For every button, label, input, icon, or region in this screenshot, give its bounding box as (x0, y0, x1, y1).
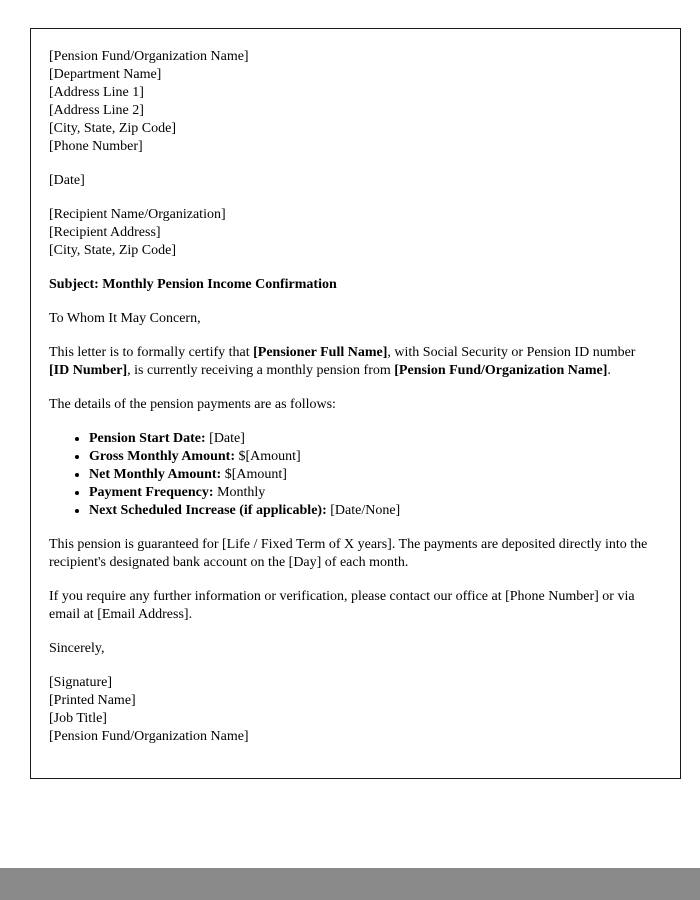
certification-text: This letter is to formally certify that (49, 345, 254, 360)
subject-line: Subject: Monthly Pension Income Confirmation (49, 277, 337, 292)
detail-value: [Date/None] (326, 503, 401, 518)
list-item (89, 466, 650, 484)
guarantee-paragraph: This pension is guaranteed for [Life / Fixed Term of X years]. The payments are deposited directly into the recipient's designated bank account on the [Day] of each month. (49, 537, 648, 570)
page-bottom-strip (0, 868, 700, 900)
certification-text: , with Social Security or Pension ID number (387, 345, 636, 360)
sender-line: [Address Line 1] (49, 85, 144, 100)
list-item (89, 448, 650, 466)
salutation: To Whom It May Concern, (49, 311, 201, 326)
details-intro: The details of the pension payments are as follows: (49, 397, 336, 412)
certification-text: . (607, 363, 611, 378)
closing: Sincerely, (49, 641, 105, 656)
detail-value: $[Amount] (221, 467, 287, 482)
recipient-line: [Recipient Name/Organization] (49, 207, 226, 222)
detail-label: Gross Monthly Amount: (89, 449, 235, 464)
signature-line: [Printed Name] (49, 693, 136, 708)
list-item (89, 502, 650, 520)
sender-line: [Department Name] (49, 67, 162, 82)
letter-border-frame (30, 28, 681, 779)
signature-line: [Signature] (49, 675, 112, 690)
signature-line: [Pension Fund/Organization Name] (49, 729, 249, 744)
detail-value: [Date] (205, 431, 245, 446)
contact-paragraph: If you require any further information or verification, please contact our office at [Phone Number] or via email at [Email Address]. (49, 589, 635, 622)
detail-value: $[Amount] (234, 449, 301, 464)
certification-text: , is currently receiving a monthly pension from (127, 363, 395, 378)
sender-line: [Pension Fund/Organization Name] (49, 49, 249, 64)
detail-label: Next Scheduled Increase (if applicable): (89, 503, 327, 518)
recipient-line: [City, State, Zip Code] (49, 243, 177, 258)
sender-line: [Phone Number] (49, 139, 143, 154)
certification-paragraph (49, 344, 650, 380)
signature-line: [Job Title] (49, 711, 107, 726)
signature-block (49, 674, 650, 746)
list-item (89, 484, 650, 502)
id-number-placeholder: [ID Number] (49, 363, 128, 378)
date-line: [Date] (49, 173, 85, 188)
pension-details-list (49, 430, 650, 520)
detail-label: Net Monthly Amount: (89, 467, 222, 482)
recipient-line: [Recipient Address] (49, 225, 161, 240)
list-item (89, 430, 650, 448)
sender-line: [Address Line 2] (49, 103, 144, 118)
detail-value: Monthly (213, 485, 266, 500)
sender-address-block (49, 48, 650, 156)
sender-line: [City, State, Zip Code] (49, 121, 177, 136)
recipient-address-block (49, 206, 650, 260)
detail-label: Payment Frequency: (89, 485, 214, 500)
pensioner-name-placeholder: [Pensioner Full Name] (253, 345, 388, 360)
detail-label: Pension Start Date: (89, 431, 206, 446)
fund-name-placeholder: [Pension Fund/Organization Name] (394, 363, 608, 378)
